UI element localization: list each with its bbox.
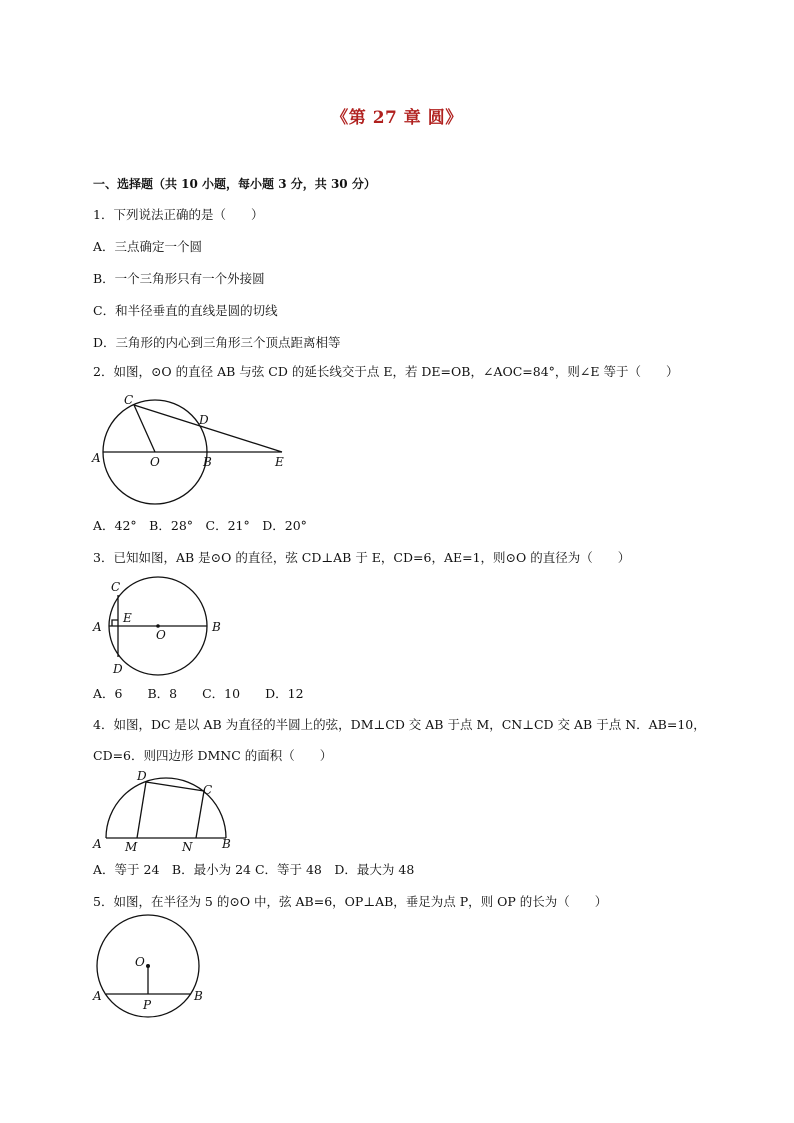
q2-radius-oc — [134, 405, 155, 452]
q2-label-a: A — [92, 451, 101, 465]
q3-label-a: A — [93, 620, 102, 634]
q4-label-m: M — [125, 840, 138, 854]
q5-label-o: O — [135, 955, 145, 969]
q4-chord-dc — [146, 782, 204, 791]
q5-figure — [90, 914, 220, 1024]
q1-option-c: C．和半径垂直的直线是圆的切线 — [93, 303, 278, 318]
q5-label-b: B — [194, 989, 203, 1003]
q5-center-dot — [146, 964, 150, 968]
page-title: 《第 27 章 圆》 — [331, 108, 463, 128]
q4-options: A．等于 24 B．最小为 24 C．等于 48 D．最大为 48 — [93, 862, 415, 877]
section-heading: 一、选择题（共 10 小题，每小题 3 分，共 30 分） — [93, 177, 376, 191]
q2-label-o: O — [150, 455, 160, 469]
q4-figure — [90, 766, 250, 858]
q1-stem: 1．下列说法正确的是（ ） — [93, 207, 264, 222]
q4-label-d: D — [137, 769, 147, 783]
q5-label-a: A — [93, 989, 102, 1003]
q2-stem: 2．如图，⊙O 的直径 AB 与弦 CD 的延长线交于点 E，若 DE=OB，∠AOC=84°，则∠E 等于（ ） — [93, 364, 679, 379]
q3-label-o: O — [156, 628, 166, 642]
q2-label-b: B — [203, 455, 212, 469]
q2-label-e: E — [275, 455, 284, 469]
q2-options: A．42° B．28° C．21° D．20° — [93, 518, 307, 533]
q3-label-b: B — [212, 620, 221, 634]
q4-stem-line1: 4．如图，DC 是以 AB 为直径的半圆上的弦，DM⊥CD 交 AB 于点 M，CN⊥CD 交 AB 于点 N．AB=10， — [93, 717, 706, 732]
q3-stem: 3．已知如图，AB 是⊙O 的直径，弦 CD⊥AB 于 E，CD=6，AE=1，则⊙O 的直径为（ ） — [93, 550, 631, 565]
q3-label-d: D — [113, 662, 123, 676]
q3-options: A．6 B．8 C．10 D．12 — [93, 686, 304, 701]
q4-label-b: B — [222, 837, 231, 851]
q4-stem-line2: CD=6．则四边形 DMNC 的面积（ ） — [93, 748, 333, 763]
q5-label-p: P — [143, 998, 152, 1012]
q2-figure — [90, 392, 300, 502]
q5-stem: 5．如图，在半径为 5 的⊙O 中，弦 AB=6，OP⊥AB，垂足为点 P，则 OP 的长为（ ） — [93, 894, 608, 909]
q4-label-a: A — [93, 837, 102, 851]
q4-label-n: N — [182, 840, 193, 854]
q4-segment-cn — [196, 791, 204, 838]
q3-figure — [90, 576, 230, 680]
q3-label-c: C — [111, 580, 121, 594]
q2-label-c: C — [124, 393, 134, 407]
q1-option-a: A．三点确定一个圆 — [93, 239, 203, 254]
q3-label-e: E — [123, 611, 132, 625]
q3-right-angle-mark — [112, 620, 118, 626]
q4-segment-dm — [137, 782, 146, 838]
q1-option-d: D．三角形的内心到三角形三个顶点距离相等 — [93, 335, 341, 350]
q2-label-d: D — [199, 413, 209, 427]
q4-label-c: C — [203, 783, 213, 797]
q1-option-b: B．一个三角形只有一个外接圆 — [93, 271, 265, 286]
